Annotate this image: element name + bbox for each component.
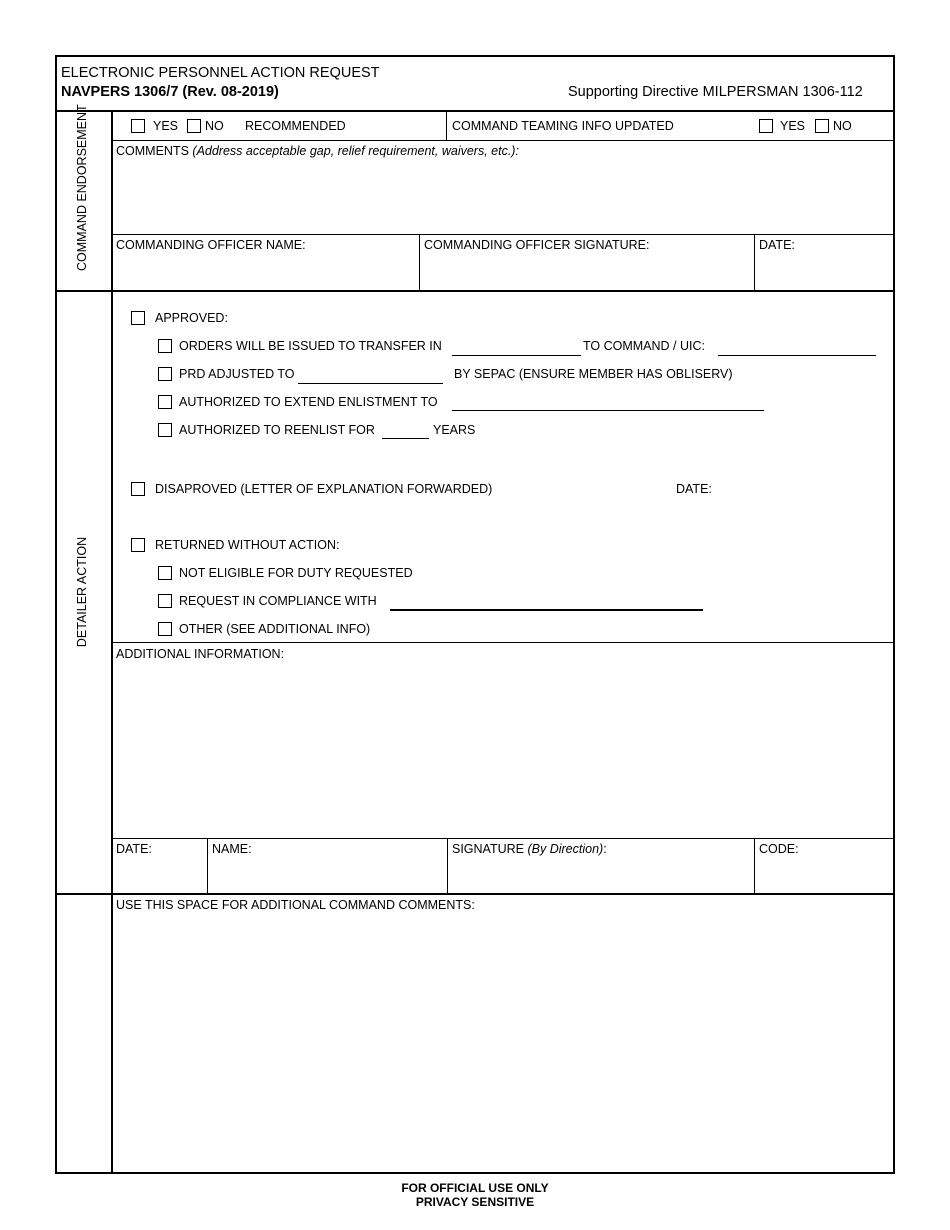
compliance-blank[interactable] [390,609,703,611]
extend-checkbox[interactable] [158,395,172,409]
disapproved-label: DISAPROVED (LETTER OF EXPLANATION FORWARDED) [155,482,493,496]
footer-official-use: FOR OFFICIAL USE ONLY [401,1181,549,1195]
compliance-checkbox[interactable] [158,594,172,608]
teaming-no-checkbox[interactable] [815,119,829,133]
other-label: OTHER (SEE ADDITIONAL INFO) [179,622,371,636]
recommended-yes-label: YES [153,119,179,133]
recommended-no-label: NO [205,119,224,133]
prd-label: PRD ADJUSTED TO [179,367,295,381]
detailer-signature-label [452,842,607,856]
approved-label: APPROVED: [155,311,228,325]
comments-label [116,144,519,158]
detailer-name-label: NAME: [212,842,252,856]
years-label: YEARS [433,423,476,437]
section-divider [55,893,895,895]
row-divider [112,234,895,235]
reenlist-checkbox[interactable] [158,423,172,437]
returned-checkbox[interactable] [131,538,145,552]
detailer-name-field[interactable] [208,858,447,893]
by-sepac-label: BY SEPAC (ENSURE MEMBER HAS OBLISERV) [454,367,733,381]
approved-checkbox[interactable] [131,311,145,325]
co-signature-label: COMMANDING OFFICER SIGNATURE: [424,238,650,252]
detailer-action-label: DETAILER ACTION [75,536,89,648]
signature-label-text: SIGNATURE [452,842,524,856]
row-divider [112,838,895,839]
footer-privacy: PRIVACY SENSITIVE [415,1195,535,1209]
disapproved-checkbox[interactable] [131,482,145,496]
recommended-no-checkbox[interactable] [187,119,201,133]
recommended-yes-checkbox[interactable] [131,119,145,133]
recommended-label: RECOMMENDED [245,119,346,133]
prd-checkbox[interactable] [158,367,172,381]
detailer-date-field[interactable] [112,858,206,893]
orders-checkbox[interactable] [158,339,172,353]
additional-info-label: ADDITIONAL INFORMATION: [116,647,285,661]
additional-info-field[interactable] [112,663,895,837]
signature-hint: (By Direction) [527,842,604,856]
section-divider [55,290,895,292]
comments-label-text: COMMENTS [116,144,189,158]
to-command-label: TO COMMAND / UIC: [583,339,705,353]
co-signature-field[interactable] [420,254,753,290]
teaming-yes-checkbox[interactable] [759,119,773,133]
transfer-month-blank[interactable] [452,355,581,356]
co-name-label: COMMANDING OFFICER NAME: [116,238,306,252]
form-title: ELECTRONIC PERSONNEL ACTION REQUEST [61,65,380,81]
comments-field[interactable] [112,160,895,234]
not-eligible-checkbox[interactable] [158,566,172,580]
extend-label: AUTHORIZED TO EXTEND ENLISTMENT TO [179,395,438,409]
additional-comments-label: USE THIS SPACE FOR ADDITIONAL COMMAND COMMENTS: [116,898,475,912]
co-date-field[interactable] [755,254,894,290]
not-eligible-label: NOT ELIGIBLE FOR DUTY REQUESTED [179,566,413,580]
comments-hint: (Address acceptable gap, relief requirement, waivers, etc.): [192,144,519,158]
teaming-info-label: COMMAND TEAMING INFO UPDATED [452,119,674,133]
prd-date-blank[interactable] [298,383,443,384]
signature-colon: : [603,842,607,856]
command-uic-blank[interactable] [718,355,876,356]
compliance-label: REQUEST IN COMPLIANCE WITH [179,594,377,608]
form-id: NAVPERS 1306/7 (Rev. 08-2019) [61,84,279,100]
detailer-signature-field[interactable] [448,858,753,893]
additional-comments-field[interactable] [112,914,894,1170]
teaming-no-label: NO [833,119,852,133]
extend-date-blank[interactable] [452,410,764,411]
command-endorsement-label: COMMAND ENDORSEMENT [75,104,89,271]
detailer-date-label: DATE: [116,842,152,856]
row-divider [446,111,447,140]
disapproved-date-label: DATE: [676,482,712,496]
detailer-code-label: CODE: [759,842,799,856]
reenlist-years-blank[interactable] [382,438,429,439]
row-divider [112,140,895,141]
returned-label: RETURNED WITHOUT ACTION: [155,538,340,552]
row-divider [112,642,895,643]
reenlist-label: AUTHORIZED TO REENLIST FOR [179,423,375,437]
co-date-label: DATE: [759,238,795,252]
supporting-directive: Supporting Directive MILPERSMAN 1306-112 [568,84,863,100]
teaming-yes-label: YES [780,119,806,133]
orders-label: ORDERS WILL BE ISSUED TO TRANSFER IN [179,339,442,353]
other-checkbox[interactable] [158,622,172,636]
disapproved-date-field[interactable] [716,478,886,500]
detailer-code-field[interactable] [755,858,894,893]
co-name-field[interactable] [112,254,418,290]
header-divider [55,110,895,112]
